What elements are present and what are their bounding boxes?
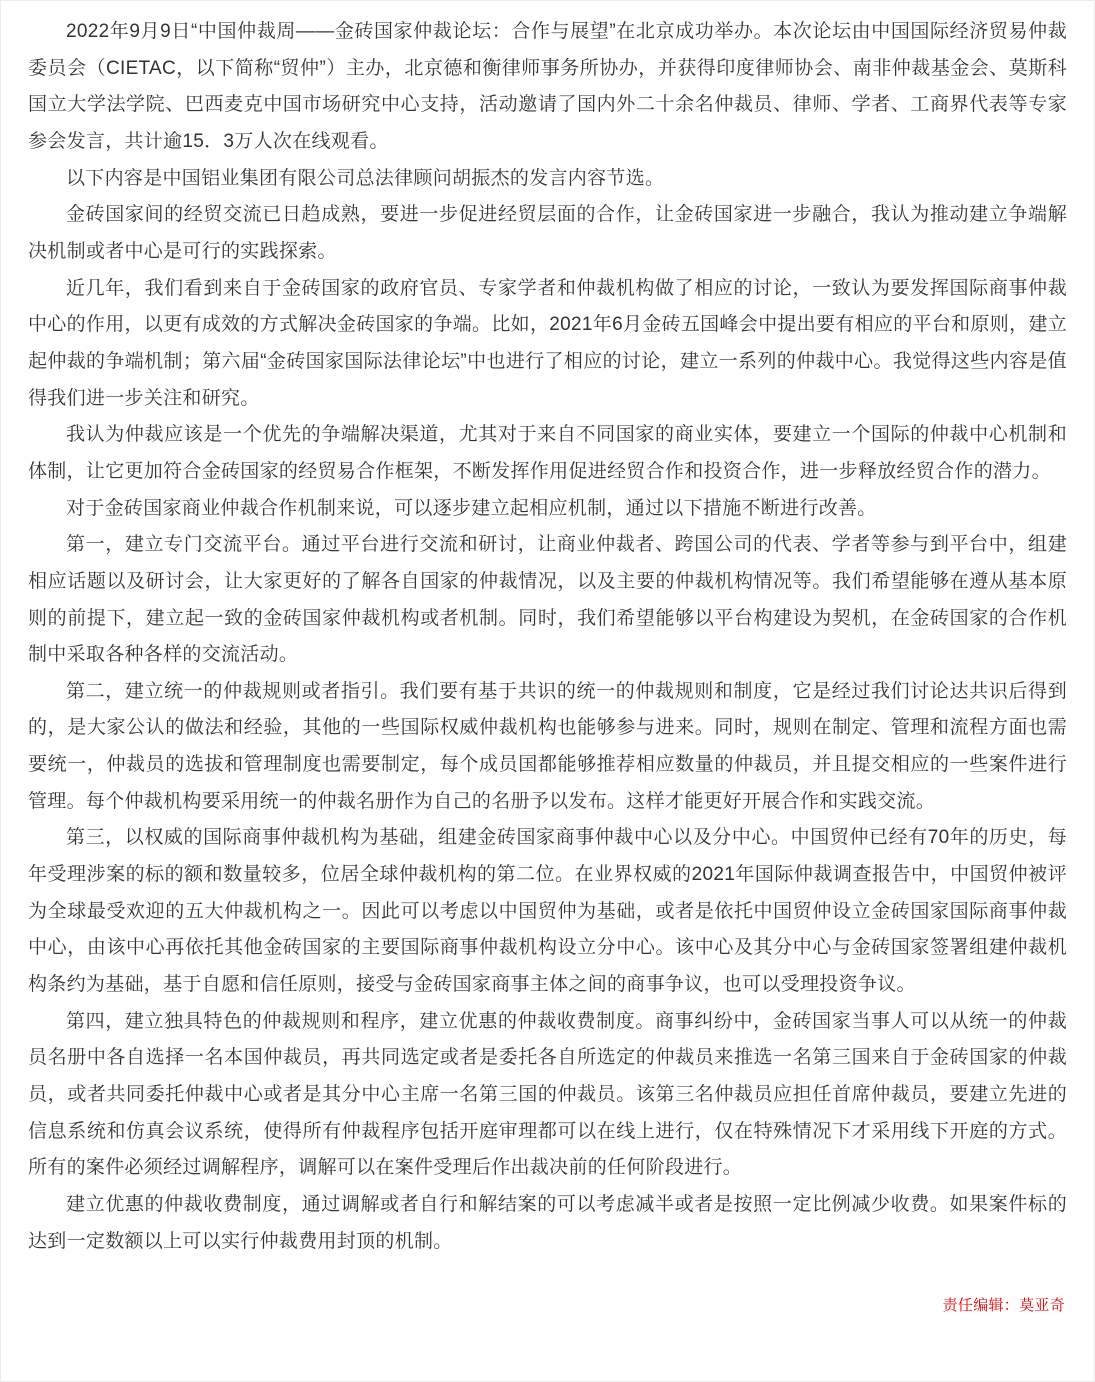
- article-paragraph-4: 近几年，我们看到来自于金砖国家的政府官员、专家学者和仲裁机构做了相应的讨论，一致认为要发挥国际商事仲裁中心的作用，以更有成效的方式解决金砖国家的争端。比如，2021年6月金砖五国峰会中提出要有相应的平台和原则，建立起仲裁的争端机制；第六届“金砖国家国际法律论坛”中也进行了相应的讨论，建立一系列的仲裁中心。我觉得这些内容是值得我们进一步关注和研究。: [28, 277, 1067, 409]
- editor-credit: 责任编辑：莫亚奇: [942, 1297, 1065, 1315]
- article-paragraph-10: 第四，建立独具特色的仲裁规则和程序，建立优惠的仲裁收费制度。商事纠纷中，金砖国家当事人可以从统一的仲裁员名册中各自选择一名本国仲裁员，再共同选定或者是委托各自所选定的仲裁员来推选一名第三国来自于金砖国家的仲裁员，或者共同委托仲裁中心或者是其分中心主席一名第三国的仲裁员。该第三名仲裁员应担任首席仲裁员，要建立先进的信息系统和仿真会议系统，使得所有仲裁程序包括开庭审理都可以在线上进行，仅在特殊情况下才采用线下开庭的方式。所有的案件必须经过调解程序，调解可以在案件受理后作出裁决前的任何阶段进行。: [28, 1010, 1067, 1179]
- article-paragraph-11: 建立优惠的仲裁收费制度，通过调解或者自行和解结案的可以考虑减半或者是按照一定比例减少收费。如果案件标的达到一定数额以上可以实行仲裁费用封顶的机制。: [28, 1194, 1067, 1252]
- article-paragraph-3: 金砖国家间的经贸交流已日趋成熟，要进一步促进经贸层面的合作，让金砖国家进一步融合，我认为推动建立争端解决机制或者中心是可行的实践探索。: [28, 204, 1067, 262]
- article-body: [1, 1, 1094, 1315]
- article-paragraph-2: 以下内容是中国铝业集团有限公司总法律顾问胡振杰的发言内容节选。: [66, 167, 665, 189]
- article-paragraph-1: 2022年9月9日“中国仲裁周——金砖国家仲裁论坛：合作与展望”在北京成功举办。本次论坛由中国国际经济贸易仲裁委员会（CIETAC，以下简称“贸仲”）主办，北京德和衡律师事务所协办，并获得印度律师协会、南非仲裁基金会、莫斯科国立大学法学院、巴西麦克中国市场研究中心支持，活动邀请了国内外二十余名仲裁员、律师、学者、工商界代表等专家参会发言，共计逾15．3万人次在线观看。: [28, 21, 1067, 152]
- article-paragraph-8: 第二，建立统一的仲裁规则或者指引。我们要有基于共识的统一的仲裁规则和制度，它是经过我们讨论达共识后得到的，是大家公认的做法和经验，其他的一些国际权威仲裁机构也能够参与进来。同时，规则在制定、管理和流程方面也需要统一，仲裁员的选拔和管理制度也需要制定，每个成员国都能够推荐相应数量的仲裁员，并且提交相应的一些案件进行管理。每个仲裁机构要采用统一的仲裁名册作为自己的名册予以发布。这样才能更好开展合作和实践交流。: [28, 680, 1067, 812]
- article-paragraph-9: 第三，以权威的国际商事仲裁机构为基础，组建金砖国家商事仲裁中心以及分中心。中国贸仲已经有70年的历史，每年受理涉案的标的额和数量较多，位居全球仲裁机构的第二位。在业界权威的2021年国际仲裁调查报告中，中国贸仲被评为全球最受欢迎的五大仲裁机构之一。因此可以考虑以中国贸仲为基础，或者是依托中国贸仲设立金砖国家国际商事仲裁中心，由该中心再依托其他金砖国家的主要国际商事仲裁机构设立分中心。该中心及其分中心与金砖国家签署组建仲裁机构条约为基础，基于自愿和信任原则，接受与金砖国家商事主体之间的商事争议，也可以受理投资争议。: [28, 827, 1067, 996]
- article-paragraph-6: 对于金砖国家商业仲裁合作机制来说，可以逐步建立起相应机制，通过以下措施不断进行改善。: [66, 497, 877, 519]
- article-paragraph-7: 第一，建立专门交流平台。通过平台进行交流和研讨，让商业仲裁者、跨国公司的代表、学者等参与到平台中，组建相应话题以及研讨会，让大家更好的了解各自国家的仲裁情况，以及主要的仲裁机构情况等。我们希望能够在遵从基本原则的前提下，建立起一致的金砖国家仲裁机构或者机制。同时，我们希望能够以平台构建设为契机，在金砖国家的合作机制中采取各种各样的交流活动。: [28, 534, 1067, 666]
- article-paragraph-5: 我认为仲裁应该是一个优先的争端解决渠道，尤其对于来自不同国家的商业实体，要建立一个国际的仲裁中心机制和体制，让它更加符合金砖国家的经贸易合作框架，不断发挥作用促进经贸合作和投资合作，进一步释放经贸合作的潜力。: [28, 424, 1067, 482]
